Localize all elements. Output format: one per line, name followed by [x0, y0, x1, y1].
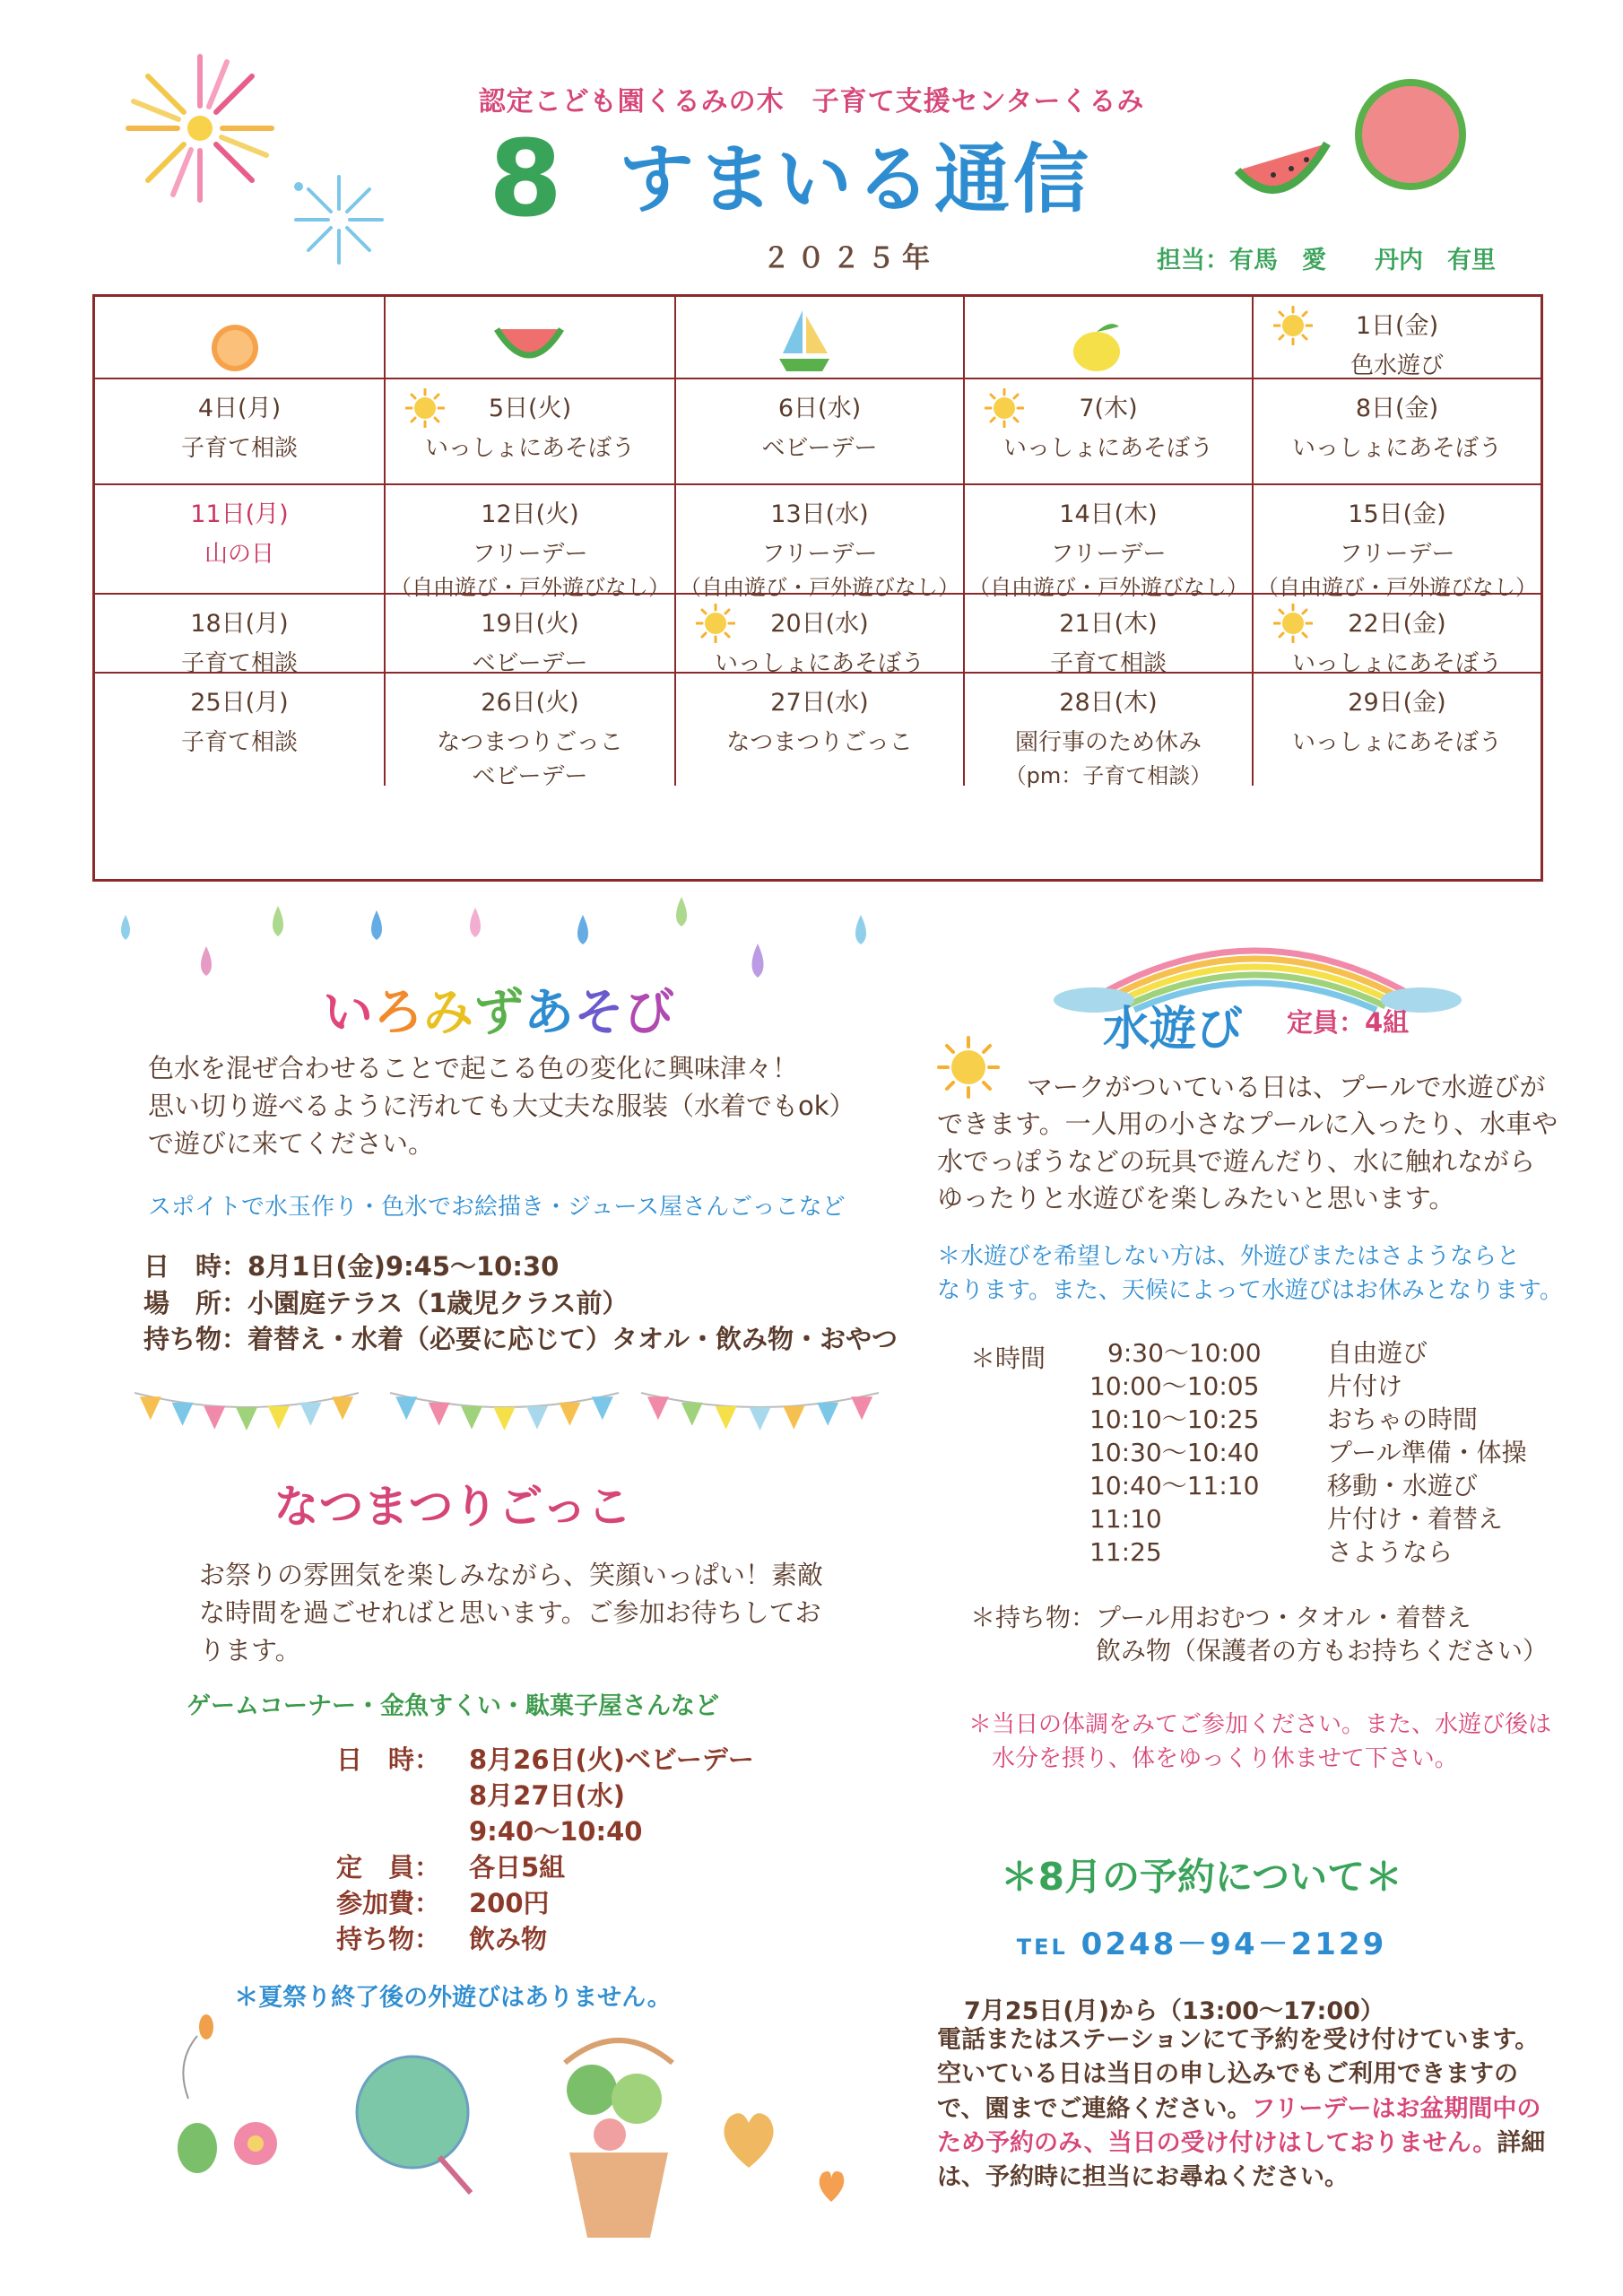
- staff-names: 担当：有馬 愛 丹内 有里: [1157, 247, 1496, 274]
- calendar-event: 山の日: [204, 541, 274, 568]
- detail-label-date: 日 時：: [336, 1744, 441, 1775]
- schedule-row: [1089, 1502, 1527, 1535]
- schedule-time: 10:10～10:25: [1089, 1405, 1260, 1434]
- calendar-date: 8日(金): [1355, 395, 1439, 422]
- calendar-event: （自由遊び・戸外遊びなし）: [390, 574, 670, 600]
- year-label: ２０２５年: [762, 242, 937, 274]
- iromizu-date: 日 時：8月1日(金)9:45～10:30: [143, 1251, 560, 1282]
- schedule-activity: おちゃの時間: [1327, 1405, 1479, 1434]
- tel-number: 0248－94－2129: [1081, 1926, 1387, 1962]
- calendar-cell: [965, 379, 1254, 483]
- calendar-event: ベビーデー: [761, 435, 878, 462]
- calendar-event: いっしょにあそぼう: [1002, 435, 1213, 462]
- natsumatsuri-desc-line: ります。: [199, 1635, 301, 1666]
- uchiwa-fan-decoration: [350, 2054, 484, 2197]
- detail-value: 飲み物: [469, 1924, 548, 1954]
- calendar-cell: [965, 674, 1254, 786]
- detail-label-capacity: 定 員：: [336, 1852, 441, 1883]
- newsletter-title: すまいる通信: [619, 135, 1093, 223]
- plant-decoration: [152, 2009, 305, 2179]
- schedule-time: 9:30～10:00: [1107, 1338, 1262, 1368]
- mizuasobi-desc-line: ゆったりと水遊びを楽しみたいと思います。: [937, 1183, 1455, 1214]
- note-line: ＊水遊びを希望しない方は、外遊びまたはさようならと: [937, 1243, 1521, 1270]
- detail-value: 8月27日(水): [469, 1780, 626, 1811]
- bunting-flag: [172, 1403, 194, 1426]
- calendar-date: 4日(月): [197, 395, 282, 422]
- iromizu-items: 持ち物：着替え・水着（必要に応じて）タオル・飲み物・おやつ: [143, 1324, 898, 1355]
- month-number: 8: [489, 117, 563, 240]
- items-line: プール用おむつ・タオル・着替え: [1096, 1603, 1471, 1632]
- calendar-event: （自由遊び・戸外遊びなし）: [1257, 574, 1537, 600]
- calendar-cell: [386, 595, 676, 677]
- sun-icon: [1273, 604, 1313, 643]
- calendar-event: いっしょにあそぼう: [424, 435, 635, 462]
- iromizu-desc-line: 色水を混ぜ合わせることで起こる色の変化に興味津々！: [148, 1053, 799, 1083]
- calendar-cell: [95, 485, 386, 593]
- calendar-date: 12日(火): [481, 500, 579, 528]
- calendar-date: 21日(木): [1059, 610, 1158, 638]
- calendar-row: [95, 674, 1541, 790]
- bunting-decoration: [135, 1386, 879, 1448]
- calendar-date: 15日(金): [1348, 500, 1446, 528]
- mizuasobi-desc-line: マークがついている日は、プールで水遊びが: [1027, 1072, 1546, 1102]
- calendar-date: 1日(金): [1355, 312, 1439, 340]
- natsumatsuri-desc-line: お祭りの雰囲気を楽しみながら、笑顔いっぱい！素敵: [199, 1560, 824, 1590]
- calendar-event: 子育て相談: [180, 650, 298, 677]
- calendar-cell: [1254, 379, 1541, 483]
- bunting-flag: [783, 1406, 804, 1430]
- calendar-event: いっしょにあそぼう: [1291, 435, 1502, 462]
- calendar-row: [95, 485, 1541, 600]
- natsumatsuri-details: [336, 1742, 754, 1957]
- calendar-event: いっしょにあそぼう: [1291, 729, 1502, 756]
- bunting-flag: [461, 1406, 482, 1430]
- calendar-cell: [95, 674, 386, 786]
- reservation-start: 7月25日(月)から（13:00～17:00）: [964, 1997, 1384, 2025]
- bunting-flag: [851, 1396, 872, 1420]
- calendar-event: （自由遊び・戸外遊びなし）: [968, 574, 1248, 600]
- title-char: び: [624, 984, 674, 1042]
- calendar-cell: [1254, 297, 1541, 378]
- calendar-event: （自由遊び・戸外遊びなし）: [680, 574, 959, 600]
- calendar-date: 11日(月): [190, 500, 289, 528]
- schedule-time: 10:00～10:05: [1089, 1371, 1260, 1401]
- bunting-flag: [716, 1406, 737, 1430]
- schedule-row: [1089, 1336, 1527, 1370]
- calendar-cell: [386, 379, 676, 483]
- calendar-cell: [676, 674, 965, 786]
- bunting-flag: [647, 1396, 669, 1420]
- calendar-cell: [1254, 485, 1541, 600]
- calendar-event: 園行事のため休み: [1014, 729, 1202, 756]
- calendar-row: [95, 595, 1541, 677]
- heart-leaf-decoration: [713, 2103, 785, 2175]
- lemon-icon: [1065, 314, 1128, 377]
- mizuasobi-note2: [968, 1709, 1551, 1776]
- orange-slice-icon: [208, 321, 262, 375]
- reservation-phone: [933, 1919, 1471, 1963]
- calendar-cell: [1254, 595, 1541, 677]
- sun-icon: [985, 388, 1024, 428]
- calendar-date: 28日(木): [1059, 689, 1158, 717]
- title-char: い: [323, 984, 373, 1042]
- watermelon-slice-decoration: [1233, 135, 1332, 206]
- detail-value: 9:40～10:40: [469, 1816, 643, 1847]
- bunting-flag: [395, 1396, 417, 1420]
- calendar-cell: [965, 485, 1254, 600]
- bunting-flag: [236, 1407, 257, 1431]
- iromizu-desc-line: で遊びに来てください。: [148, 1128, 435, 1160]
- bunting-flag: [268, 1406, 290, 1430]
- calendar-date: 7(木): [1079, 395, 1138, 422]
- mizuasobi-desc-line: 水でっぽうなどの玩具で遊んだり、水に触れながら: [937, 1145, 1536, 1177]
- schedule-label: ＊時間: [970, 1344, 1046, 1373]
- mizuasobi-schedule: [1089, 1336, 1527, 1569]
- bunting-flag: [681, 1403, 703, 1426]
- calendar-cell: [676, 485, 965, 600]
- calendar-date: 13日(水): [770, 500, 869, 528]
- natsumatsuri-title: なつまつりごっこ: [273, 1481, 632, 1533]
- organization-name: 認定こども園くるみの木 子育て支援センターくるみ: [478, 86, 1145, 117]
- calendar-event: 子育て相談: [1049, 650, 1167, 677]
- bunting-flag: [429, 1403, 450, 1426]
- schedule-time: 10:40～11:10: [1089, 1471, 1260, 1500]
- calendar-event: フリーデー: [761, 541, 878, 568]
- title-char: ろ: [373, 984, 423, 1042]
- calendar-date: 26日(火): [481, 689, 579, 717]
- sailboat-icon: [776, 307, 834, 377]
- calendar-row: [95, 379, 1541, 485]
- title-char: そ: [574, 984, 624, 1042]
- calendar-cell: [1254, 674, 1541, 786]
- bunting-flag: [592, 1396, 613, 1420]
- title-char: み: [423, 984, 473, 1042]
- schedule-row: [1089, 1535, 1527, 1569]
- calendar-cell: [676, 595, 965, 677]
- calendar-date: 27日(水): [770, 689, 869, 717]
- calendar-date: 25日(月): [190, 689, 289, 717]
- calendar-event: 子育て相談: [180, 729, 298, 756]
- calendar-event: （pm：子育て相談）: [1004, 762, 1212, 788]
- calendar-cell: [95, 595, 386, 677]
- schedule-activity: プール準備・体操: [1327, 1438, 1527, 1467]
- detail-value: 200円: [469, 1888, 550, 1918]
- watermelon-icon: [493, 318, 565, 368]
- iromizu-info: [143, 1248, 898, 1358]
- calendar-date: 18日(月): [190, 610, 289, 638]
- calendar-cell: [965, 595, 1254, 677]
- sun-icon: [1273, 306, 1313, 345]
- items-line: 飲み物（保護者の方もお持ちください）: [1096, 1636, 1549, 1665]
- mizuasobi-capacity: 定員：4組: [1287, 1007, 1410, 1038]
- bunting-flag: [299, 1403, 321, 1426]
- calendar-date: 20日(水): [770, 610, 869, 638]
- mizuasobi-items: [970, 1601, 1548, 1667]
- schedule-time: 10:30～10:40: [1089, 1438, 1260, 1467]
- calendar-event: 色水遊び: [1350, 352, 1444, 379]
- bunting-flag: [526, 1406, 548, 1430]
- bunting-flag: [332, 1396, 353, 1420]
- bunting-flag: [140, 1396, 161, 1420]
- bunting-flag: [559, 1403, 580, 1426]
- title-char: ず: [473, 984, 524, 1042]
- bunting-flag: [750, 1407, 771, 1431]
- calendar-date: 14日(木): [1059, 500, 1158, 528]
- firework-small-decoration: [285, 166, 393, 274]
- detail-label-items: 持ち物：: [336, 1924, 441, 1954]
- iromizu-place: 場 所：小園庭テラス（1歳児クラス前）: [143, 1287, 629, 1318]
- sun-icon: [696, 604, 735, 643]
- note-line: 水分を摂り、体をゆっくり休ませて下さい。: [992, 1744, 1458, 1772]
- reservation-text-end: 詳細は、予約時に担当にお尋ねください。: [937, 2128, 1546, 2192]
- calendar-event: なつまつりごっこ: [726, 729, 913, 756]
- iromizu-title: [323, 973, 674, 1045]
- note-line: ＊当日の体調をみてご参加ください。また、水遊び後は: [968, 1711, 1552, 1738]
- calendar-date: 22日(金): [1348, 610, 1446, 638]
- schedule-activity: さようなら: [1327, 1537, 1454, 1567]
- small-leaf-decoration: [812, 2166, 852, 2206]
- schedule-activity: 片付け・着替え: [1327, 1504, 1504, 1534]
- calendar-event: 子育て相談: [180, 435, 298, 462]
- calendar-event: ベビーデー: [472, 650, 588, 677]
- tel-label: TEL: [1016, 1935, 1068, 1960]
- schedule-activity: 移動・水遊び: [1327, 1471, 1479, 1500]
- schedule-row: [1089, 1436, 1527, 1469]
- iromizu-desc-line: 思い切り遊べるように汚れても大丈夫な服装（水着でもok）: [148, 1091, 855, 1122]
- bunting-flag: [817, 1403, 838, 1426]
- bunting-flag: [494, 1407, 516, 1431]
- calendar-event: フリーデー: [1050, 541, 1167, 568]
- calendar-cell: [95, 379, 386, 483]
- title-char: あ: [524, 984, 574, 1042]
- reservation-highlight: フリーデーはお盆期間中のため予約のみ、当日の受け付けはしておりません。: [937, 2094, 1541, 2157]
- calendar-event: いっしょにあそぼう: [1291, 650, 1502, 677]
- calendar-event: フリーデー: [472, 541, 588, 568]
- detail-value: 8月26日(火)ベビーデー: [469, 1744, 754, 1775]
- calendar-event: フリーデー: [1339, 541, 1455, 568]
- detail-label-fee: 参加費：: [336, 1888, 441, 1918]
- schedule-time: 11:10: [1089, 1504, 1162, 1534]
- calendar-date: 6日(水): [777, 395, 862, 422]
- schedule-activity: 片付け: [1327, 1371, 1403, 1401]
- schedule-activity: 自由遊び: [1327, 1338, 1428, 1368]
- calendar-event: なつまつりごっこ: [437, 729, 623, 756]
- calendar-date: 5日(火): [488, 395, 572, 422]
- natsumatsuri-desc-line: な時間を過ごせればと思います。ご参加お待ちしてお: [199, 1597, 821, 1629]
- natsumatsuri-description: [199, 1556, 881, 1669]
- schedule-row: [1089, 1469, 1527, 1502]
- schedule-row: [1089, 1370, 1527, 1403]
- natsumatsuri-note: ＊夏祭り終了後の外遊びはありません。: [234, 1984, 672, 2012]
- calendar-event: いっしょにあそぼう: [714, 650, 924, 677]
- reservation-title: ＊8月の予約について＊: [1000, 1855, 1403, 1899]
- iromizu-description: [148, 1049, 883, 1162]
- schedule-row: [1089, 1403, 1527, 1436]
- detail-value: 各日5組: [469, 1852, 566, 1883]
- reservation-text: 電話またはステーションにて予約を受け付けています。空いている日は当日の申し込みでもご利用できますので、園までご連絡ください。: [937, 2026, 1540, 2123]
- iromizu-activities: スポイトで水玉作り・色氷でお絵描き・ジュース屋さんごっこなど: [148, 1194, 846, 1221]
- reservation-body: [937, 2023, 1547, 2196]
- calendar-date: 29日(金): [1348, 689, 1446, 717]
- schedule-time: 11:25: [1089, 1537, 1162, 1567]
- note-line: なります。また、天候によって水遊びはお休みとなります。: [937, 1276, 1563, 1304]
- flower-basket-decoration: [538, 2027, 699, 2242]
- sun-icon: [405, 388, 445, 428]
- calendar-date: 19日(火): [481, 610, 579, 638]
- mizuasobi-description: [937, 1069, 1583, 1218]
- mizuasobi-note1: [937, 1240, 1563, 1308]
- calendar-cell: [676, 379, 965, 483]
- mizuasobi-desc-line: できます。一人用の小さなプールに入ったり、水車や: [937, 1109, 1558, 1140]
- items-label: ＊持ち物：: [970, 1603, 1097, 1632]
- calendar-cell: [386, 485, 676, 600]
- calendar-table: [92, 294, 1543, 882]
- natsumatsuri-activities: ゲームコーナー・金魚すくい・駄菓子屋さんなど: [187, 1692, 719, 1720]
- calendar-cell: [386, 674, 676, 790]
- mizuasobi-title: 水遊び: [1103, 1003, 1244, 1057]
- calendar-event: ベビーデー: [472, 762, 588, 790]
- bunting-flag: [204, 1406, 225, 1430]
